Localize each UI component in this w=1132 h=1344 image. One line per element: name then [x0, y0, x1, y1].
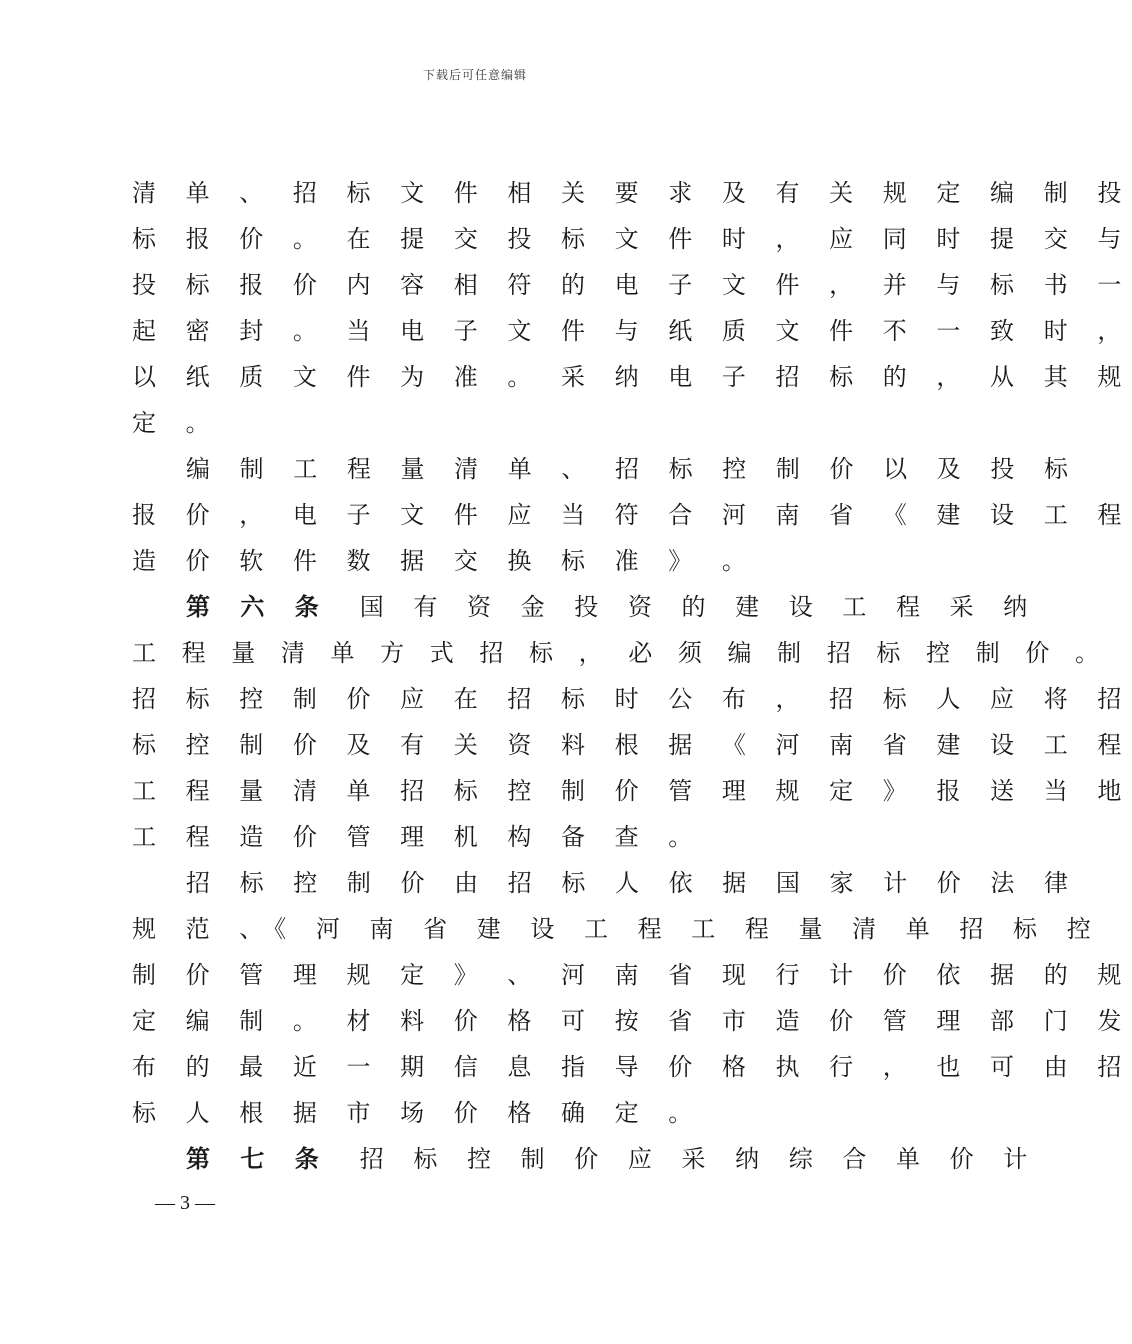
text-line: 规 范 、《 河 南 省 建 设 工 程 工 程 量 清 单 招 标 控: [132, 915, 1102, 943]
article-six-line: [132, 584, 1039, 630]
page-header: 下载后可任意编辑: [422, 68, 527, 82]
text-span: 国 有 资 金 投 资 的 建 设 工 程 采 纳: [359, 593, 1039, 621]
article-seven-heading: 第 七 条: [186, 1145, 330, 1173]
text-line: 标 报 价 。 在 提 交 投 标 文 件 时 ， 应 同 时 提 交 与: [132, 225, 1132, 253]
text-line: 工 程 量 清 单 招 标 控 制 价 管 理 规 定 》 报 送 当 地: [132, 777, 1132, 805]
text-line: 定 。: [132, 409, 221, 437]
text-line: 清 单 、 招 标 文 件 相 关 要 求 及 有 关 规 定 编 制 投: [132, 179, 1132, 207]
text-line: 标 人 根 据 市 场 价 格 确 定 。: [132, 1099, 704, 1127]
text-line: 起 密 封 。 当 电 子 文 件 与 纸 质 文 件 不 一 致 时 ，: [132, 317, 1132, 345]
text-span: 招 标 控 制 价 应 采 纳 综 合 单 价 计: [359, 1145, 1039, 1173]
text-line: 布 的 最 近 一 期 信 息 指 导 价 格 执 行 ， 也 可 由 招: [132, 1053, 1132, 1081]
text-line: 招 标 控 制 价 由 招 标 人 依 据 国 家 计 价 法 律: [186, 869, 1080, 897]
page-number: — 3 —: [155, 1192, 215, 1214]
text-line: 工 程 造 价 管 理 机 构 备 查 。: [132, 823, 704, 851]
text-line: 工 程 量 清 单 方 式 招 标 ， 必 须 编 制 招 标 控 制 价 。: [132, 639, 1108, 667]
article-seven-line: [132, 1136, 1039, 1182]
text-line: 以 纸 质 文 件 为 准 。 采 纳 电 子 招 标 的 ， 从 其 规: [132, 363, 1132, 391]
text-line: 招 标 控 制 价 应 在 招 标 时 公 布 ， 招 标 人 应 将 招: [132, 685, 1132, 713]
article-six-heading: 第 六 条: [186, 593, 330, 621]
text-line: 定 编 制 。 材 料 价 格 可 按 省 市 造 价 管 理 部 门 发: [132, 1007, 1132, 1035]
document-body: [132, 170, 1132, 1182]
text-line: 编 制 工 程 量 清 单 、 招 标 控 制 价 以 及 投 标: [186, 455, 1080, 483]
text-line: 标 控 制 价 及 有 关 资 料 根 据 《 河 南 省 建 设 工 程: [132, 731, 1132, 759]
text-line: 投 标 报 价 内 容 相 符 的 电 子 文 件 ， 并 与 标 书 一: [132, 271, 1132, 299]
text-line: 造 价 软 件 数 据 交 换 标 准 》 。: [132, 547, 757, 575]
text-line: 制 价 管 理 规 定 》 、 河 南 省 现 行 计 价 依 据 的 规: [132, 961, 1132, 989]
text-line: 报 价 ， 电 子 文 件 应 当 符 合 河 南 省 《 建 设 工 程: [132, 501, 1132, 529]
